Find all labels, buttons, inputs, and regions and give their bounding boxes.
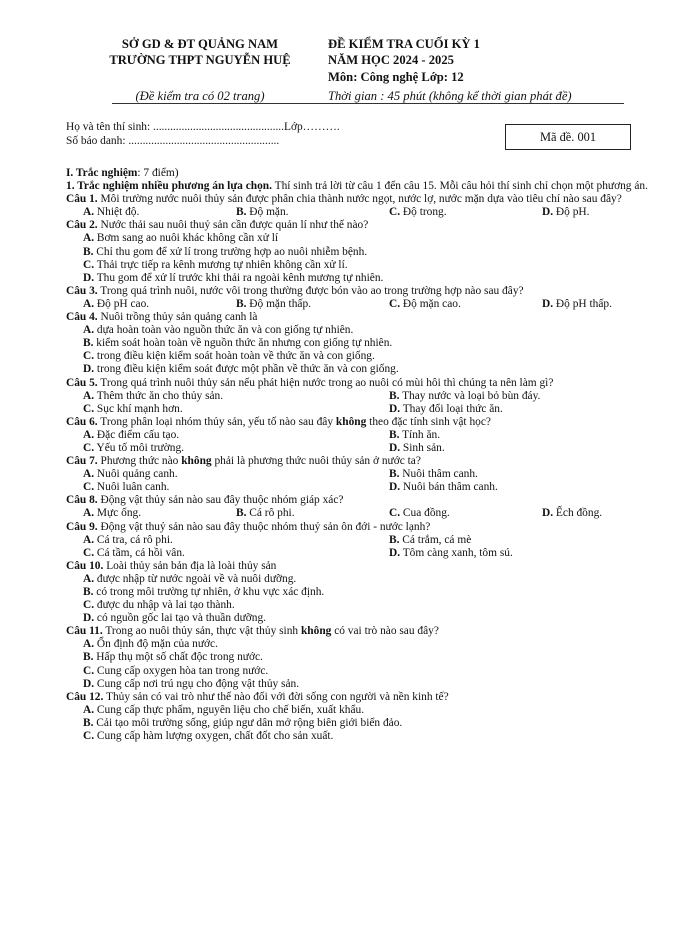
option-text: dựa hoàn toàn vào nguồn thức ăn và con giống tự nhiên. — [94, 324, 354, 337]
option-text: Độ pH thấp. — [553, 297, 612, 310]
option-text: kiểm soát hoàn toàn về nguồn thức ăn nhưng con giống tự nhiên. — [93, 337, 393, 350]
answer-option — [83, 665, 268, 677]
options-row — [66, 324, 664, 337]
answer-option — [542, 206, 589, 218]
options-row — [66, 298, 664, 311]
question-number: Câu 4. — [66, 311, 98, 324]
option-cell — [83, 429, 389, 442]
answer-option — [542, 298, 612, 310]
student-info — [66, 120, 340, 148]
question-text-tail: có vai trò nào sau đây? — [331, 625, 439, 638]
question-stem — [66, 193, 664, 206]
question — [66, 193, 664, 219]
option-text: được du nhập và lai tạo thành. — [94, 599, 235, 612]
question — [66, 691, 664, 743]
question-text: Thủy sản có vai trò như thế nào đối với đời sống con người và nền kinh tế? — [103, 690, 449, 703]
option-letter: D. — [83, 612, 95, 625]
question-stem — [66, 219, 664, 232]
options-row — [66, 573, 664, 586]
option-cell — [389, 429, 440, 442]
option-letter: B. — [389, 428, 400, 441]
answer-option — [83, 534, 173, 546]
answer-option — [542, 507, 602, 519]
answer-option — [83, 586, 324, 598]
option-letter: D. — [389, 546, 401, 559]
option-cell — [389, 403, 503, 416]
question-text: Nuôi trồng thủy sản quảng canh là — [97, 311, 258, 324]
option-text: Ếch đồng. — [553, 507, 603, 520]
option-text: Cá trắm, cá mè — [399, 533, 472, 546]
question-stem — [66, 377, 664, 390]
answer-option — [83, 429, 179, 441]
answer-option — [83, 337, 392, 349]
exam-title: ĐỀ KIỂM TRA CUỐI KỲ 1 — [328, 37, 480, 51]
options-row — [66, 272, 664, 285]
option-text: Bơm sang ao nuôi khác không cần xử lí — [94, 232, 279, 245]
question — [66, 285, 664, 311]
instruction: 1. Trắc nghiệm nhiều phương án lựa chọn. Thí sinh trả lời từ câu 1 đến câu 15. Mỗi câu hỏi thí sinh chỉ chọn một phương án. — [66, 180, 648, 193]
option-cell — [389, 507, 542, 520]
question-stem — [66, 311, 664, 324]
answer-option — [83, 507, 141, 519]
answer-option — [83, 259, 348, 271]
options-row — [66, 337, 664, 350]
school-year: NĂM HỌC 2024 - 2025 — [328, 53, 454, 67]
option-letter: D. — [542, 297, 554, 310]
answer-option — [83, 638, 218, 650]
answer-option — [389, 507, 450, 519]
option-text: Nuôi luân canh. — [94, 481, 170, 494]
option-cell — [83, 206, 236, 219]
option-text: Mực ống. — [94, 507, 142, 520]
answer-option — [389, 390, 540, 402]
option-text: Cá tầm, cá hồi vân. — [94, 546, 185, 559]
question-list — [66, 193, 664, 743]
question-text: Trong quá trình nuôi, nước vôi trong thường được bón vào ao trong trường hợp nào sau đây? — [97, 284, 524, 297]
option-letter: C. — [83, 441, 95, 454]
options-row — [66, 259, 664, 272]
option-text: Cải tạo môi trường sống, giúp ngư dân mở rộng biên giới biển đảo. — [93, 716, 403, 729]
question-stem — [66, 416, 664, 429]
answer-option — [389, 468, 478, 480]
option-text: Thay nước và loại bỏ bùn đáy. — [399, 389, 541, 402]
option-text: Tính ăn. — [399, 428, 441, 441]
option-cell — [83, 481, 389, 494]
question-stem — [66, 521, 664, 534]
answer-option — [236, 298, 311, 310]
option-letter: A. — [83, 232, 95, 245]
question-stem — [66, 560, 664, 573]
option-text: Cá tra, cá rô phi. — [94, 533, 173, 546]
option-cell — [83, 547, 389, 560]
section-heading: I. Trắc nghiệm: 7 điểm) — [66, 167, 179, 179]
option-letter: A. — [83, 638, 95, 651]
answer-option — [83, 363, 399, 375]
option-cell — [389, 468, 478, 481]
answer-option — [83, 481, 169, 493]
answer-option — [83, 678, 299, 690]
option-letter: A. — [83, 468, 95, 481]
option-letter: D. — [83, 271, 95, 284]
option-text: Độ pH cao. — [94, 297, 150, 310]
option-letter: C. — [83, 599, 95, 612]
option-text: Thay đổi loại thức ăn. — [400, 402, 503, 415]
option-letter: D. — [83, 363, 95, 376]
option-text: trong điều kiện kiểm soát được một phần về thức ăn và con giống. — [94, 363, 399, 376]
options-row — [66, 468, 664, 481]
question-text: Loài thủy sản bản địa là loài thủy sản — [103, 559, 277, 572]
question — [66, 377, 664, 416]
answer-option — [83, 468, 178, 480]
option-text: Cung cấp nơi trú ngụ cho động vật thủy sản. — [94, 677, 300, 690]
option-letter: C. — [83, 402, 95, 415]
options-row — [66, 717, 664, 730]
option-letter: C. — [83, 350, 95, 363]
option-letter: B. — [236, 206, 247, 219]
option-letter: A. — [83, 533, 95, 546]
answer-option — [389, 481, 498, 493]
answer-option — [83, 324, 353, 336]
question-stem — [66, 691, 664, 704]
answer-option — [83, 573, 296, 585]
option-letter: B. — [389, 389, 400, 402]
options-row — [66, 586, 664, 599]
option-cell — [389, 547, 513, 560]
option-text: Cung cấp oxygen hòa tan trong nước. — [94, 664, 269, 677]
options-row — [66, 638, 664, 651]
answer-option — [389, 547, 513, 559]
option-cell — [236, 206, 389, 219]
option-letter: B. — [389, 533, 400, 546]
option-letter: A. — [83, 297, 95, 310]
question-number: Câu 6. — [66, 415, 98, 428]
question-emphasis: không — [300, 625, 332, 638]
answer-option — [83, 704, 364, 716]
option-letter: C. — [83, 481, 95, 494]
question-text: Môi trường nước nuôi thủy sản được phân chia thành nước ngọt, nước lợ, nước mặn dựa vào tiêu chí nào sau đây? — [97, 193, 622, 206]
answer-option — [83, 298, 149, 310]
option-cell — [542, 298, 612, 311]
option-letter: B. — [83, 337, 94, 350]
option-letter: B. — [236, 507, 247, 520]
option-text: Độ mặn thấp. — [246, 297, 311, 310]
option-letter: C. — [83, 664, 95, 677]
answer-option — [83, 612, 266, 624]
question-text: Động vật thuỷ sản nào sau đây thuộc nhóm thuỷ sản ôn đới - nước lạnh? — [97, 520, 431, 533]
option-text: Cung cấp thực phẩm, nguyên liệu cho chế biến, xuất khẩu. — [94, 703, 365, 716]
option-text: có nguồn gốc lai tạo và thuần dưỡng. — [94, 612, 267, 625]
question-number: Câu 12. — [66, 690, 104, 703]
option-letter: C. — [83, 730, 95, 743]
option-cell — [83, 468, 389, 481]
options-row — [66, 429, 664, 442]
option-letter: A. — [83, 703, 95, 716]
option-text: Nuôi thâm canh. — [399, 468, 478, 481]
answer-option — [83, 442, 184, 454]
option-letter: B. — [83, 716, 94, 729]
question — [66, 625, 664, 690]
option-letter: B. — [83, 245, 94, 258]
option-text: Nhiệt độ. — [94, 206, 140, 219]
option-cell — [236, 298, 389, 311]
option-text: Hấp thụ một số chất độc trong nước. — [93, 651, 263, 664]
answer-option — [83, 206, 139, 218]
option-letter: D. — [83, 677, 95, 690]
pages-note: (Đề kiểm tra có 02 trang) — [135, 89, 265, 103]
option-text: Tôm càng xanh, tôm sú. — [400, 546, 513, 559]
question — [66, 455, 664, 494]
option-letter: A. — [83, 389, 95, 402]
answer-option — [389, 298, 461, 310]
question-number: Câu 9. — [66, 520, 98, 533]
option-text: Độ mặn. — [246, 206, 289, 219]
question-number: Câu 3. — [66, 284, 98, 297]
options-row — [66, 507, 664, 520]
option-cell — [83, 390, 389, 403]
options-row — [66, 442, 664, 455]
option-cell — [542, 507, 602, 520]
option-letter: A. — [83, 428, 95, 441]
option-text: Thải trực tiếp ra kênh mương tự nhiên không cần xử lí. — [94, 258, 348, 271]
answer-option — [83, 350, 375, 362]
question-emphasis: không — [335, 415, 367, 428]
question-number: Câu 1. — [66, 193, 98, 206]
question-stem — [66, 455, 664, 468]
question-text: Trong quá trình nuôi thủy sản nếu phát hiện nước trong ao nuôi có mùi hôi thì chúng ta nên làm gì? — [97, 376, 554, 389]
option-cell — [542, 206, 589, 219]
exam-code-box — [505, 124, 631, 150]
options-row — [66, 403, 664, 416]
answer-option — [83, 651, 263, 663]
answer-option — [83, 272, 383, 284]
options-row — [66, 730, 664, 743]
question-number: Câu 11. — [66, 625, 103, 638]
exam-code: Mã đề. 001 — [539, 129, 597, 144]
question-text-tail: phải là phương thức nuôi thủy sản ở nước ta? — [211, 455, 421, 468]
option-text: Sinh sản. — [400, 441, 445, 454]
option-text: Đặc điểm cấu tạo. — [94, 428, 180, 441]
option-letter: D. — [542, 507, 554, 520]
option-letter: A. — [83, 206, 95, 219]
option-text: Yếu tố môi trường. — [94, 441, 184, 454]
option-cell — [83, 298, 236, 311]
options-row — [66, 599, 664, 612]
question-text: Phương thức nào — [97, 455, 182, 468]
option-text: Độ pH. — [553, 206, 590, 219]
option-text: trong điều kiện kiểm soát hoàn toàn về thức ăn và con giống. — [94, 350, 375, 363]
student-name-line: Họ và tên thí sinh: ..............................................Lớp………. — [66, 121, 340, 133]
question-stem — [66, 285, 664, 298]
option-cell — [83, 507, 236, 520]
option-cell — [389, 390, 540, 403]
option-letter: D. — [389, 441, 401, 454]
answer-option — [389, 534, 471, 546]
question-stem — [66, 494, 664, 507]
option-cell — [389, 534, 471, 547]
options-row — [66, 534, 664, 547]
options-row — [66, 704, 664, 717]
option-text: có trong môi trường tự nhiên, ở khu vực xác định. — [93, 586, 325, 598]
option-letter: C. — [389, 206, 401, 219]
answer-option — [83, 730, 333, 742]
option-letter: C. — [389, 297, 401, 310]
answer-option — [83, 403, 183, 415]
option-text: Thu gom để xử lí trước khi thải ra ngoài kênh mương tự nhiên. — [94, 271, 384, 284]
answer-option — [389, 206, 447, 218]
options-row — [66, 232, 664, 245]
question-text: Nước thải sau nuôi thuỷ sản cần được quản lí như thế nào? — [97, 219, 369, 232]
options-row — [66, 350, 664, 363]
options-row — [66, 612, 664, 625]
question — [66, 219, 664, 284]
option-letter: B. — [83, 586, 94, 598]
option-letter: C. — [83, 258, 95, 271]
question — [66, 311, 664, 376]
option-text: Nuôi quảng canh. — [94, 468, 178, 481]
option-letter: A. — [83, 572, 95, 585]
option-cell — [389, 298, 542, 311]
options-row — [66, 665, 664, 678]
option-cell — [389, 481, 498, 494]
option-letter: D. — [389, 481, 401, 494]
option-text: Cua đồng. — [400, 507, 450, 520]
option-text: Cung cấp hàm lượng oxygen, chất đốt cho sản xuất. — [94, 730, 334, 743]
answer-option — [236, 507, 295, 519]
question-text-tail: theo đặc tính sinh vật học? — [366, 415, 491, 428]
question-emphasis: không — [181, 455, 212, 468]
answer-option — [389, 429, 440, 441]
answer-option — [236, 206, 289, 218]
student-id-line: Số báo danh: ..................................................... — [66, 135, 280, 147]
question-text: Động vật thủy sản nào sau đây thuộc nhóm giáp xác? — [97, 494, 344, 507]
option-text: Ổn định độ mặn của nước. — [94, 638, 218, 651]
option-letter: A. — [83, 507, 95, 520]
question — [66, 560, 664, 625]
question-stem — [66, 625, 664, 638]
option-letter: C. — [83, 546, 95, 559]
option-cell — [389, 442, 445, 455]
option-text: Độ trong. — [400, 206, 447, 219]
option-text: Độ mặn cao. — [400, 297, 461, 310]
option-letter: D. — [542, 206, 554, 219]
option-cell — [83, 534, 389, 547]
answer-option — [83, 246, 367, 258]
question-number: Câu 8. — [66, 494, 98, 507]
exam-content — [66, 167, 664, 743]
option-text: Chỉ thu gom để xử lí trong trường hợp ao nuôi nhiễm bệnh. — [93, 245, 368, 258]
options-row — [66, 678, 664, 691]
option-letter: B. — [83, 651, 94, 664]
option-cell — [389, 206, 542, 219]
answer-option — [83, 717, 402, 729]
option-letter: A. — [83, 324, 95, 337]
question-number: Câu 5. — [66, 376, 98, 389]
option-text: Sục khí mạnh hơn. — [94, 402, 183, 415]
question — [66, 521, 664, 560]
options-row — [66, 651, 664, 664]
answer-option — [83, 390, 223, 402]
question-number: Câu 2. — [66, 219, 98, 232]
option-letter: D. — [389, 402, 401, 415]
option-cell — [83, 442, 389, 455]
option-text: được nhập từ nước ngoài về và nuôi dưỡng. — [94, 572, 297, 585]
option-text: Thêm thức ăn cho thủy sản. — [94, 389, 224, 402]
answer-option — [83, 547, 185, 559]
options-row — [66, 206, 664, 219]
answer-option — [83, 232, 278, 244]
answer-option — [389, 403, 503, 415]
option-text: Nuôi bán thâm canh. — [400, 481, 498, 494]
option-cell — [83, 403, 389, 416]
answer-option — [83, 599, 235, 611]
options-row — [66, 246, 664, 259]
answer-option — [389, 442, 445, 454]
school-name: TRƯỜNG THPT NGUYỄN HUỆ — [109, 53, 291, 67]
options-row — [66, 363, 664, 376]
question — [66, 494, 664, 520]
options-row — [66, 547, 664, 560]
option-letter: B. — [236, 297, 247, 310]
option-letter: B. — [389, 468, 400, 481]
question-number: Câu 7. — [66, 455, 98, 468]
option-letter: C. — [389, 507, 401, 520]
department-name: SỞ GD & ĐT QUẢNG NAM — [121, 37, 279, 51]
time-limit: Thời gian : 45 phút (không kể thời gian phát đề) — [328, 89, 572, 103]
question-text: Trong ao nuôi thủy sản, thực vật thủy sinh — [102, 625, 301, 638]
option-text: Cá rô phi. — [246, 507, 295, 520]
header-divider — [112, 103, 624, 104]
question-text: Trong phân loại nhóm thủy sản, yếu tố nào sau đây — [97, 415, 336, 428]
options-row — [66, 481, 664, 494]
option-cell — [236, 507, 389, 520]
options-row — [66, 390, 664, 403]
subject-grade: Môn: Công nghệ Lớp: 12 — [328, 70, 464, 84]
question — [66, 416, 664, 455]
question-number: Câu 10. — [66, 559, 104, 572]
